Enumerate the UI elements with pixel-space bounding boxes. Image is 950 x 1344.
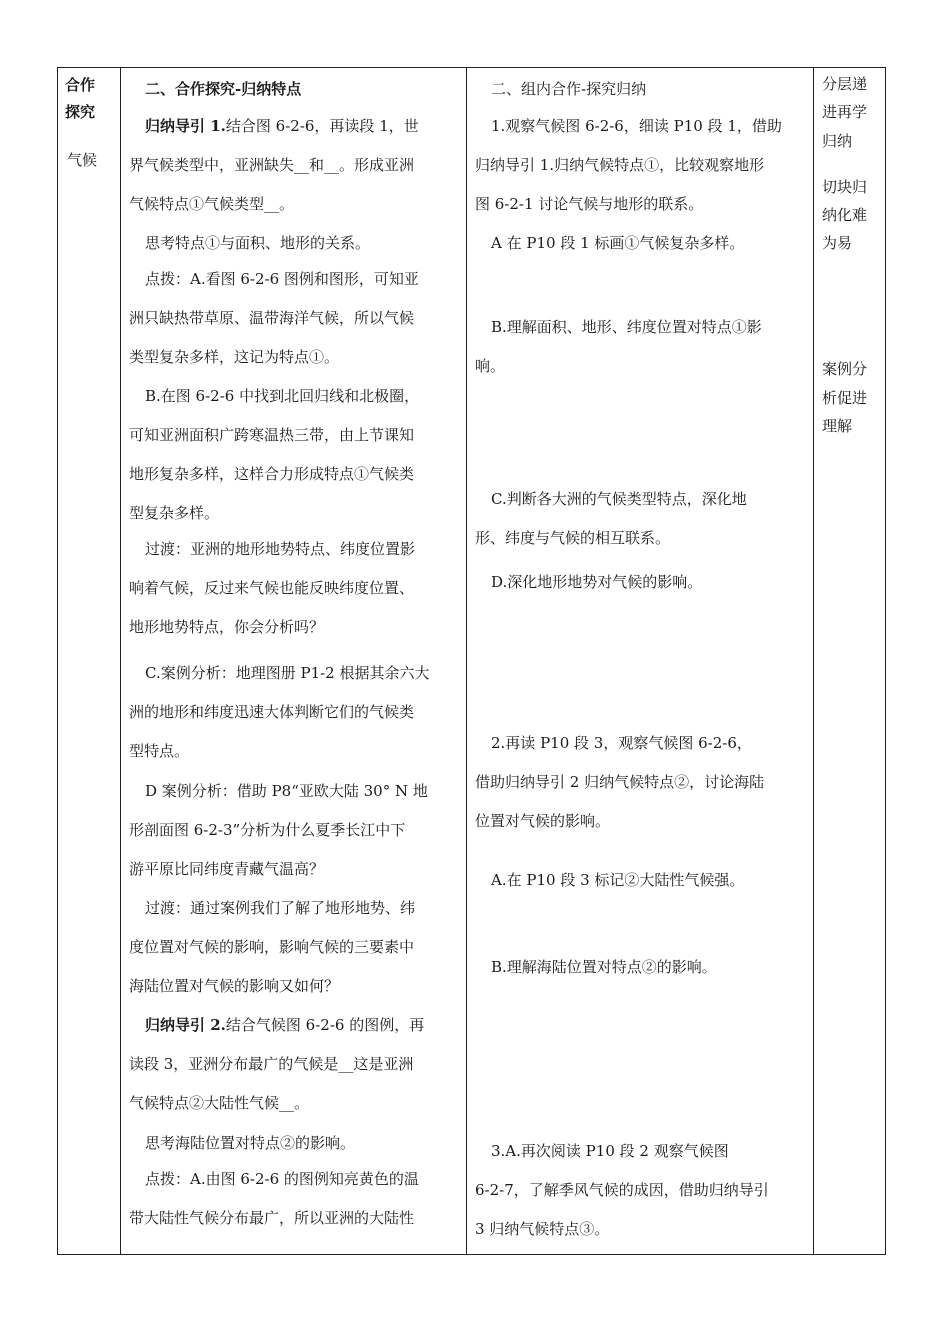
intent-text-line: 析促进 [822,389,868,407]
intent-text-line: 分层递 [822,75,868,93]
intent-text-line: 进再学 [822,103,868,121]
student-text-line: B.理解海陆位置对特点②的影响。 [491,958,717,976]
teacher-text-guide-text: 结合气候图 6-2-6 的图例，再 [225,1016,425,1034]
intent-text-line: 为易 [822,234,853,252]
student-heading: 二、组内合作-探究归纳 [491,80,647,98]
teacher-text-line: 度位置对气候的影响，影响气候的三要素中 [129,938,415,956]
teacher-text-line: 点拨：A.看图 6-2-6 图例和图形，可知亚 [145,270,419,288]
student-text-line: 1.观察气候图 6-2-6，细读 P10 段 1，借助 [491,117,782,135]
teacher-text-line: 地形复杂多样，这样合力形成特点①气候类 [129,465,415,483]
teacher-text-line [145,1014,424,1035]
intent-text-line: 切块归 [822,178,868,196]
teacher-text-line: 点拨：A.由图 6-2-6 的图例知亮黄色的温 [145,1170,419,1188]
teacher-text-line: 过渡：亚洲的地形地势特点、纬度位置影 [145,540,416,558]
teacher-text-line: 过渡：通过案例我们了解了地形地势、纬 [145,899,416,917]
student-text-line: 形、纬度与气候的相互联系。 [475,529,671,547]
student-text-line: 6-2-7，了解季风气候的成因，借助归纳导引 [475,1181,769,1199]
student-text-line: 归纳导引 1.归纳气候特点①，比较观察地形 [475,156,765,174]
student-text-line: 位置对气候的影响。 [475,812,611,830]
student-text-line: 图 6-2-1 讨论气候与地形的联系。 [475,195,704,213]
teacher-text-line: 可知亚洲面积广跨寒温热三带，由上节课知 [129,426,415,444]
lesson-table [57,67,886,1255]
teacher-heading: 二、合作探究-归纳特点 [145,80,302,98]
intent-text-line: 案例分 [822,360,868,378]
teacher-text-line: 气候特点①气候类型__。 [129,195,295,213]
teacher-text-line: 游平原比同纬度青藏气温高？ [129,860,325,878]
student-text-line: B.理解面积、地形、纬度位置对特点①影 [491,318,762,336]
teacher-text-line: 地形地势特点，你会分析吗？ [129,618,325,636]
student-text-line: 借助归纳导引 2 归纳气候特点②，讨论海陆 [475,773,765,791]
teacher-text-line: 响着气候，反过来气候也能反映纬度位置、 [129,579,415,597]
student-text-line: C.判断各大洲的气候类型特点，深化地 [491,490,747,508]
teacher-text-line: 型复杂多样。 [129,504,220,522]
section-title-line2: 探究 [65,103,96,121]
student-text-line: D.深化地形地势对气候的影响。 [491,573,703,591]
intent-text-line: 理解 [822,417,853,435]
student-text-line: A.在 P10 段 3 标记②大陆性气候强。 [491,871,745,889]
intent-text-line: 归纳 [822,132,853,150]
teacher-text-line: 思考海陆位置对特点②的影响。 [145,1134,356,1152]
design-intent-column [814,68,887,1254]
teacher-text-line: 界气候类型中，亚洲缺失__和__。形成亚洲 [129,156,415,174]
teacher-text-line: C.案例分析：地理图册 P1-2 根据其余六大 [145,664,430,682]
intent-text-line: 纳化难 [822,206,868,224]
student-activity-column [467,68,813,1254]
student-text-line: 3.A.再次阅读 P10 段 2 观察气候图 [491,1142,729,1160]
teacher-text-line: D 案例分析：借助 P8“亚欧大陆 30° N 地 [145,782,428,800]
section-topic: 气候 [67,151,98,169]
teacher-text-line: 气候特点②大陆性气候__。 [129,1094,310,1112]
teacher-text-guide-label: 归纳导引 2. [145,1016,226,1034]
teacher-text-line: 海陆位置对气候的影响又如何？ [129,977,340,995]
teacher-text-line: 型特点。 [129,742,190,760]
student-text-line: 响。 [475,357,506,375]
teacher-text-line: 思考特点①与面积、地形的关系。 [145,234,371,252]
section-title-line1: 合作 [65,76,96,94]
teacher-text-guide-label: 归纳导引 1. [145,117,226,135]
teacher-text-line [145,115,419,136]
teacher-text-line: 带大陆性气候分布最广，所以亚洲的大陆性 [129,1209,415,1227]
student-text-line: 2.再读 P10 段 3，观察气候图 6-2-6， [491,734,752,752]
student-text-line: A 在 P10 段 1 标画①气候复杂多样。 [491,234,745,252]
teacher-activity-column [121,68,466,1254]
teacher-text-line: 洲只缺热带草原、温带海洋气候，所以气候 [129,309,415,327]
teacher-text-line: 洲的地形和纬度迅速大体判断它们的气候类 [129,703,415,721]
section-label-column [58,68,120,1254]
teacher-text-line: 类型复杂多样，这记为特点①。 [129,348,340,366]
teacher-text-line: 读段 3，亚洲分布最广的气候是__这是亚洲 [129,1055,414,1073]
teacher-text-line: 形剖面图 6-2-3”分析为什么夏季长江中下 [129,821,406,839]
teacher-text-guide-text: 结合图 6-2-6，再读段 1，世 [225,117,419,135]
student-text-line: 3 归纳气候特点③。 [475,1220,610,1238]
teacher-text-line: B.在图 6-2-6 中找到北回归线和北极圈， [145,387,420,405]
